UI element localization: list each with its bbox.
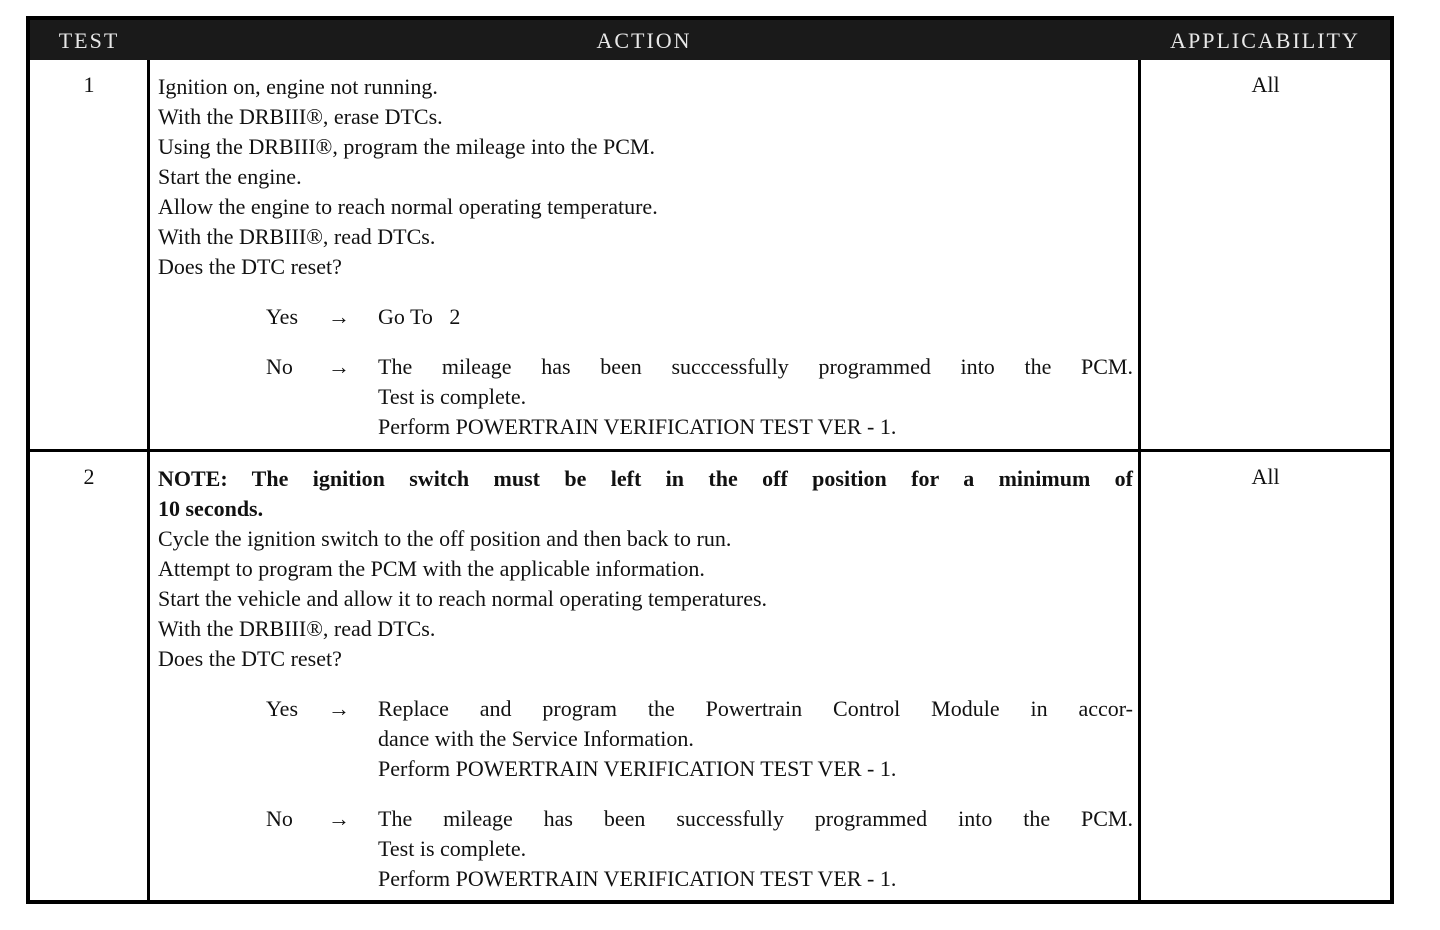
arrow-icon: → [328, 304, 350, 329]
row-2-yes-branch [158, 694, 1133, 784]
result-line: Perform POWERTRAIN VERIFICATION TEST VER - 1. [378, 866, 897, 891]
arrow-icon: → [328, 354, 350, 379]
action-line: With the DRBIII®, read DTCs. [158, 616, 436, 641]
row-1-test-number: 1 [83, 72, 95, 97]
action-line: Using the DRBIII®, program the mileage into the PCM. [158, 134, 655, 159]
action-line: Cycle the ignition switch to the off position and then back to run. [158, 526, 732, 551]
no-label: No [266, 806, 293, 831]
header-applicability: APPLICABILITY [1170, 28, 1360, 53]
diagnostic-test-table [26, 16, 1394, 904]
result-line: Perform POWERTRAIN VERIFICATION TEST VER - 1. [378, 756, 897, 781]
arrow-icon: → [328, 806, 350, 831]
result-line: The mileage has been successfully programmed into the PCM. [378, 806, 1133, 831]
result-line: The mileage has been succcessfully programmed into the PCM. [378, 354, 1133, 379]
result-line: Go To 2 [378, 304, 461, 329]
action-line: Ignition on, engine not running. [158, 74, 438, 99]
row-2-applicability: All [1251, 464, 1280, 489]
result-line: dance with the Service Information. [378, 726, 694, 751]
row-2-no-branch [158, 804, 1133, 894]
action-line: With the DRBIII®, erase DTCs. [158, 104, 443, 129]
yes-label: Yes [266, 304, 299, 329]
note-line: NOTE: The ignition switch must be left in the off position for a minimum of [158, 466, 1133, 491]
header-action: ACTION [596, 28, 692, 53]
action-line: Allow the engine to reach normal operating temperature. [158, 194, 658, 219]
row-2-action [158, 464, 1133, 894]
row-2-test-number: 2 [83, 464, 95, 489]
no-result [378, 804, 1133, 894]
note-line: 10 seconds. [158, 496, 264, 521]
result-line: Replace and program the Powertrain Control Module in accor- [378, 696, 1133, 721]
row-1-yes-branch [158, 302, 1133, 332]
action-line: Attempt to program the PCM with the applicable information. [158, 556, 705, 581]
result-line: Test is complete. [378, 836, 527, 861]
yes-result [378, 694, 1133, 784]
action-line: Start the engine. [158, 164, 302, 189]
row-divider [30, 449, 1390, 452]
no-label: No [266, 354, 293, 379]
action-line: Start the vehicle and allow it to reach normal operating temperatures. [158, 586, 768, 611]
no-result [378, 352, 1133, 442]
row-1-action [158, 72, 1133, 442]
result-line: Perform POWERTRAIN VERIFICATION TEST VER - 1. [378, 414, 897, 439]
action-line: With the DRBIII®, read DTCs. [158, 224, 436, 249]
arrow-icon: → [328, 696, 350, 721]
result-line: Test is complete. [378, 384, 527, 409]
row-1-applicability: All [1251, 72, 1280, 97]
row-1-no-branch [158, 352, 1133, 442]
action-line: Does the DTC reset? [158, 646, 342, 671]
yes-label: Yes [266, 696, 299, 721]
action-line: Does the DTC reset? [158, 254, 342, 279]
table-header [30, 20, 1390, 60]
header-test: TEST [58, 28, 120, 53]
yes-result [378, 302, 1133, 332]
